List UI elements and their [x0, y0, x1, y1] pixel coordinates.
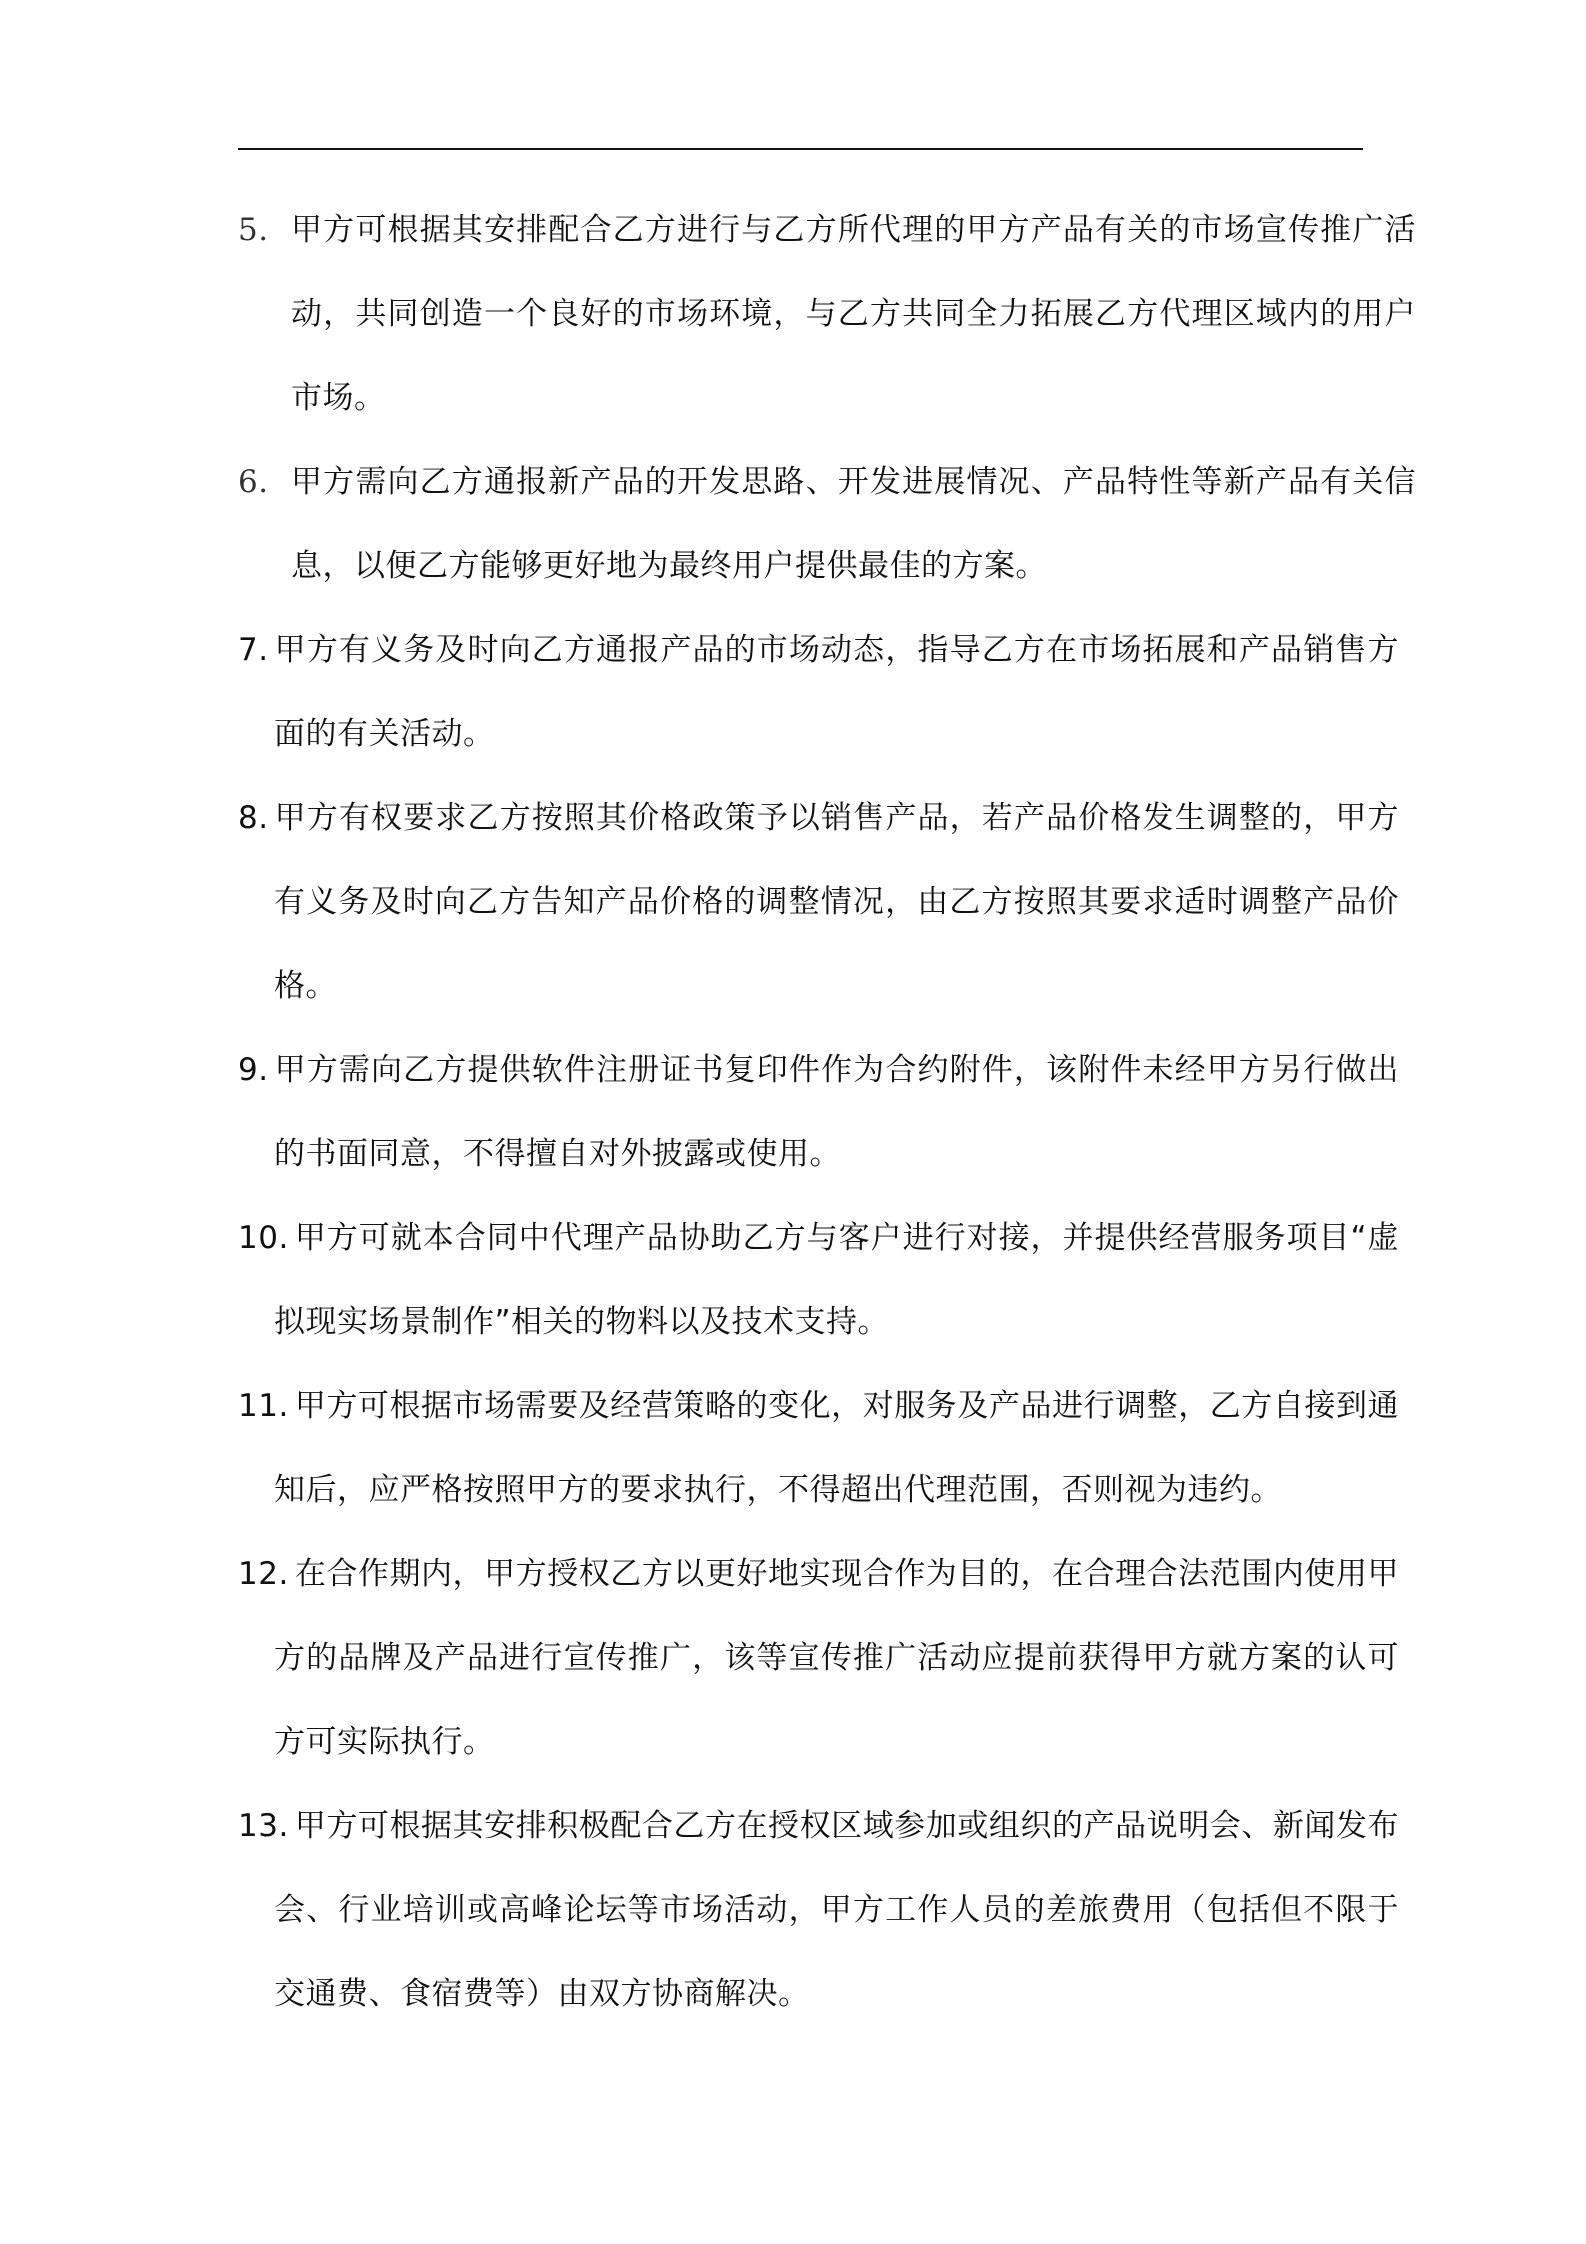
- clause-text: 甲方可根据市场需要及经营策略的变化，对服务及产品进行调整，乙方自接到通知后，应严格按照甲方的要求执行，不得超出代理范围，否则视为违约。: [274, 1388, 1399, 1508]
- clause-text: 甲方需向乙方提供软件注册证书复印件作为合约附件，该附件未经甲方另行做出的书面同意，不得擅自对外披露或使用。: [274, 1052, 1399, 1172]
- clause-number: 13.: [238, 1808, 289, 1844]
- header-rule: [238, 148, 1363, 150]
- clause-number: 7.: [238, 632, 269, 668]
- clause-text: 在合作期内，甲方授权乙方以更好地实现合作为目的，在合理合法范围内使用甲方的品牌及产品进行宣传推广，该等宣传推广活动应提前获得甲方就方案的认可方可实际执行。: [274, 1556, 1399, 1760]
- clause-number: 5.: [238, 212, 269, 248]
- clause-12: [238, 1532, 1399, 1784]
- clause-number: 12.: [238, 1556, 289, 1592]
- clause-number: 8.: [238, 800, 269, 836]
- clause-text: 甲方有义务及时向乙方通报产品的市场动态，指导乙方在市场拓展和产品销售方面的有关活动。: [274, 632, 1399, 752]
- clause-8: [238, 776, 1399, 1028]
- clause-7: [238, 608, 1399, 776]
- clause-number: 9.: [238, 1052, 269, 1088]
- clause-13: [238, 1784, 1399, 2036]
- clause-9: [238, 1028, 1399, 1196]
- clause-11: [238, 1364, 1399, 1532]
- clause-number: 11.: [238, 1388, 289, 1424]
- clause-number: 6.: [238, 464, 269, 500]
- clause-10: [238, 1196, 1399, 1364]
- clause-text: 甲方有权要求乙方按照其价格政策予以销售产品，若产品价格发生调整的，甲方有义务及时向乙方告知产品价格的调整情况，由乙方按照其要求适时调整产品价格。: [274, 800, 1399, 1004]
- clause-text: 甲方可就本合同中代理产品协助乙方与客户进行对接，并提供经营服务项目“虚拟现实场景制作”相关的物料以及技术支持。: [274, 1220, 1399, 1340]
- clause-text: 甲方可根据其安排配合乙方进行与乙方所代理的甲方产品有关的市场宣传推广活动，共同创造一个良好的市场环境，与乙方共同全力拓展乙方代理区域内的用户市场。: [291, 212, 1416, 416]
- clause-number: 10.: [238, 1220, 289, 1256]
- clause-6: [238, 440, 1416, 608]
- clause-text: 甲方需向乙方通报新产品的开发思路、开发进展情况、产品特性等新产品有关信息，以便乙方能够更好地为最终用户提供最佳的方案。: [291, 464, 1416, 584]
- clause-text: 甲方可根据其安排积极配合乙方在授权区域参加或组织的产品说明会、新闻发布会、行业培训或高峰论坛等市场活动，甲方工作人员的差旅费用（包括但不限于交通费、食宿费等）由双方协商解决。: [274, 1808, 1399, 2012]
- clause-5: [238, 188, 1416, 440]
